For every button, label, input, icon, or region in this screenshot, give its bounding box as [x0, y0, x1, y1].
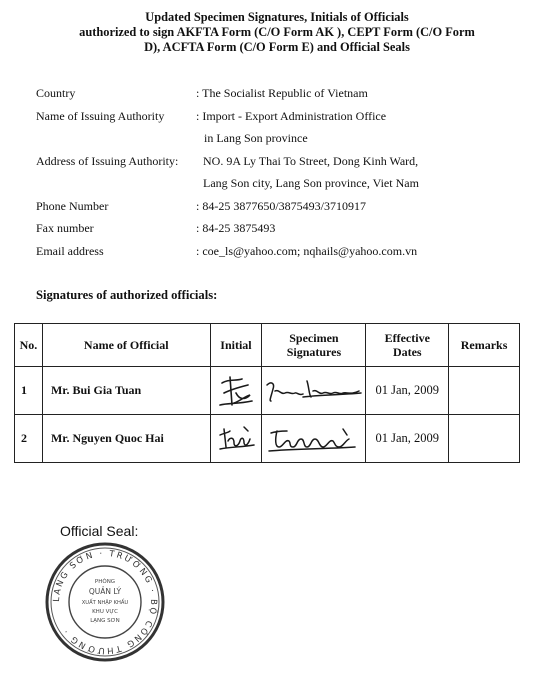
seal-ring-text: LANG SƠN · TRƯỜNG · BỘ CÔNG THƯƠNG · [51, 548, 159, 656]
header-effective [366, 324, 449, 367]
country-label: Country [36, 86, 76, 100]
seal-inner-line: KHU VỰC [92, 609, 118, 615]
authority-row-cont [36, 131, 516, 154]
initial-signature-image [214, 419, 258, 459]
address-value: NO. 9A Ly Thai To Street, Dong Kinh Ward, [203, 153, 419, 168]
initial-signature-image [214, 371, 258, 411]
seal-inner-line: PHÒNG [94, 579, 116, 585]
signatures-table [14, 323, 520, 463]
signatures-heading: Signatures of authorized officials: [36, 288, 218, 302]
title-line-2: authorized to sign AKFTA Form (C/O Form AK ), CEPT Form (C/O Form [79, 25, 475, 39]
table-header-row [15, 324, 520, 367]
title-line-3: D), ACFTA Form (C/O Form E) and Official Seals [144, 40, 410, 54]
country-row [36, 86, 516, 109]
header-effective-line1: Effective [384, 331, 430, 345]
row-remarks [449, 415, 520, 463]
document-title [12, 10, 542, 55]
header-specimen [262, 324, 366, 367]
email-row [36, 244, 516, 267]
fax-value: : 84-25 3875493 [196, 221, 276, 235]
table-row [15, 367, 520, 415]
header-no: No. [15, 324, 43, 367]
authority-row [36, 109, 516, 132]
authority-value: : Import - Export Administration Office [196, 108, 387, 123]
seal-inner-line: XUẤT NHẬP KHẨU [81, 600, 129, 606]
header-effective-line2: Dates [392, 345, 422, 359]
official-seal-label: Official Seal: [60, 523, 139, 539]
row-effective-date: 01 Jan, 2009 [366, 367, 449, 415]
phone-label: Phone Number [36, 198, 109, 213]
specimen-signature-image [263, 371, 365, 411]
title-line-1: Updated Specimen Signatures, Initials of Officials [145, 10, 409, 24]
country-value: : The Socialist Republic of Vietnam [196, 86, 368, 100]
row-effective-date: 01 Jan, 2009 [366, 415, 449, 463]
email-label: Email address [36, 243, 104, 258]
fax-row [36, 221, 516, 244]
specimen-signature-image [263, 419, 365, 459]
row-specimen-signature [262, 367, 366, 415]
address-label: Address of Issuing Authority: [36, 153, 179, 168]
row-official-name: Mr. Bui Gia Tuan [42, 367, 210, 415]
authority-label: Name of Issuing Authority [36, 108, 165, 123]
fax-label: Fax number [36, 221, 94, 235]
seal-inner-line: QUẢN LÝ [88, 587, 122, 596]
authority-info [36, 86, 516, 266]
header-specimen-line2: Signatures [286, 345, 342, 359]
header-specimen-line1: Specimen [289, 331, 339, 345]
row-no: 2 [15, 415, 43, 463]
email-value: : coe_ls@yahoo.com; nqhails@yahoo.com.vn [196, 243, 418, 258]
header-remarks: Remarks [449, 324, 520, 367]
official-seal-stamp [44, 541, 166, 663]
row-initial [210, 415, 262, 463]
header-initial: Initial [210, 324, 262, 367]
row-specimen-signature [262, 415, 366, 463]
table-row [15, 415, 520, 463]
address-row [36, 154, 516, 177]
row-no: 1 [15, 367, 43, 415]
phone-value: : 84-25 3877650/3875493/3710917 [196, 198, 366, 213]
seal-inner-line: LẠNG SƠN [90, 618, 120, 624]
authority-value-cont: in Lang Son province [204, 131, 308, 145]
header-name: Name of Official [42, 324, 210, 367]
address-value-cont: Lang Son city, Lang Son province, Viet Nam [203, 176, 419, 190]
address-row-cont [36, 176, 516, 199]
phone-row [36, 199, 516, 222]
row-remarks [449, 367, 520, 415]
row-official-name: Mr. Nguyen Quoc Hai [42, 415, 210, 463]
row-initial [210, 367, 262, 415]
